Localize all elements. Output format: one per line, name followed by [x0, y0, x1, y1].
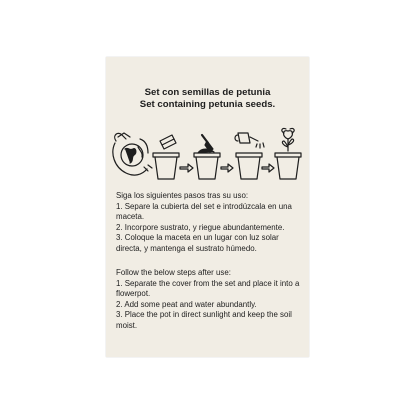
- arrow-right-icon: [180, 164, 193, 172]
- instruction-step: 2. Incorpore sustrato, y riegue abundantemente.: [116, 222, 285, 232]
- globe-hands-icon: [113, 133, 152, 175]
- instruction-step: 1. Separe la cubierta del set e introdúzcala en una maceta.: [116, 201, 292, 222]
- flowerpot-icon: [236, 153, 262, 179]
- flower-icon: [282, 128, 294, 151]
- flowerpot-icon: [194, 149, 220, 179]
- seed-packet-icon: [160, 135, 176, 149]
- instructions-intro: Follow the below steps after use:: [116, 268, 231, 277]
- instructions-english: [116, 268, 301, 332]
- instruction-step: 3. Coloque la maceta en un lugar con luz solar directa, y mantenga el sustrato húmedo.: [116, 233, 279, 253]
- flowerpot-icon: [153, 153, 179, 179]
- arrow-right-icon: [262, 164, 274, 172]
- title-english: Set containing petunia seeds.: [139, 99, 276, 110]
- seed-card: [106, 57, 309, 357]
- instructions-intro: Siga los siguientes pasos tras su uso:: [116, 191, 249, 200]
- arrow-right-icon: [221, 164, 233, 172]
- instruction-step: 3. Place the pot in direct sunlight and keep the soil moist.: [116, 310, 292, 330]
- instructions-spanish: [116, 191, 301, 255]
- card-titles: [106, 87, 309, 111]
- title-spanish: Set con semillas de petunia: [144, 87, 271, 98]
- instruction-step: 1. Separate the cover from the set and place it into a flowerpot.: [116, 278, 300, 299]
- flowerpot-icon: [275, 153, 301, 179]
- watering-can-icon: [235, 133, 264, 148]
- planting-steps-illustration: [110, 127, 305, 185]
- instruction-step: 2. Add some peat and water abundantly.: [116, 299, 257, 309]
